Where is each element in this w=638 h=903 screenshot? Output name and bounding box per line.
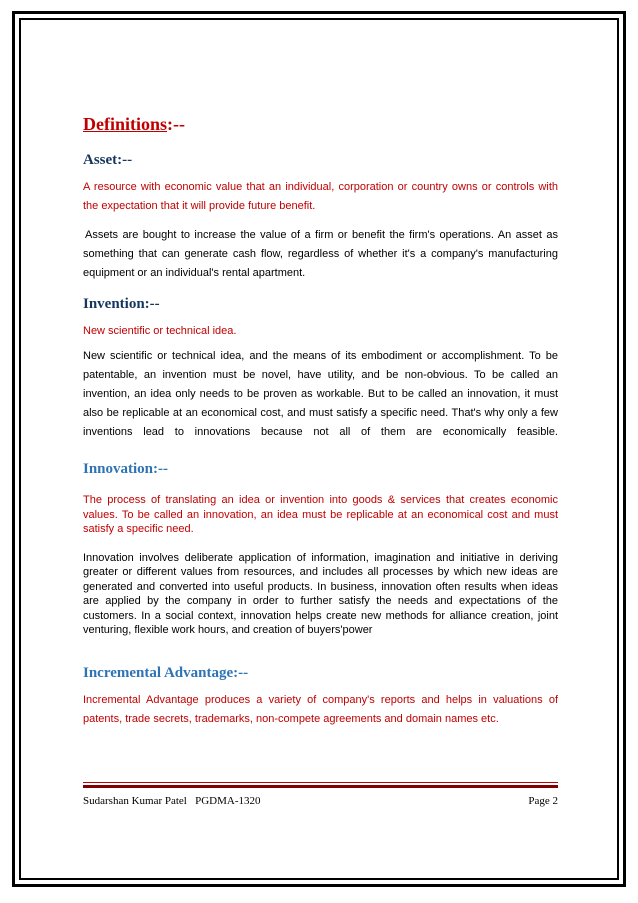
invention-heading: Invention:--	[83, 296, 160, 312]
definitions-heading	[83, 113, 558, 135]
incremental-definition: Incremental Advantage produces a variety of company's reports and helps in valuations of patents, trade secrets, trademarks, non-compete agreements and domain names etc.	[83, 693, 558, 725]
innovation-body: Innovation involves deliberate application of information, imagination and initiative in deriving greater or different values from resources, and includes all processes by which new ideas are generated and converted into useful products. In business, innovation often results when ideas are applied by the company in order to further satisfy the needs and expectations of the customers. In a social context, innovation helps create new methods for alliance creation, joint venturing, flexible work hours, and creation of buyers'power	[83, 551, 558, 636]
document-content	[83, 113, 558, 729]
asset-heading: Asset:--	[83, 152, 133, 168]
footer-divider-thin	[83, 782, 558, 783]
footer-divider-thick	[83, 785, 558, 788]
footer-author: Sudarshan Kumar Patel PGDMA-1320	[83, 795, 261, 807]
definitions-title: Definitions	[83, 114, 168, 134]
definitions-suffix: :--	[167, 114, 185, 134]
footer-page-number: Page 2	[528, 795, 558, 807]
asset-body: Assets are bought to increase the value of a firm or benefit the firm's operations. An asset as something that can generate cash flow, regardless of whether it's a company's manufacturing equipment or an individual's rental apartment.	[83, 229, 558, 279]
innovation-definition: The process of translating an idea or invention into goods & services that creates economic values. To be called an innovation, an idea must be replicable at an economical cost and must satisfy a specific need.	[83, 494, 558, 535]
page-footer	[83, 795, 558, 807]
incremental-heading: Incremental Advantage:--	[83, 664, 249, 681]
invention-body: New scientific or technical idea, and the means of its embodiment or accomplishment. To be patentable, an invention must be novel, have utility, and be non-obvious. To be called an invention, an idea only needs to be proven as workable. But to be called an innovation, it must also be replicable at an economical cost, and must satisfy a specific need. That's why only a few inventions lead to innovations because not all of them are economically feasible.	[83, 350, 558, 438]
innovation-heading: Innovation:--	[83, 461, 169, 477]
invention-definition: New scientific or technical idea.	[83, 325, 237, 337]
asset-definition: A resource with economic value that an individual, corporation or country owns or controls with the expectation that it will provide future benefit.	[83, 181, 558, 212]
